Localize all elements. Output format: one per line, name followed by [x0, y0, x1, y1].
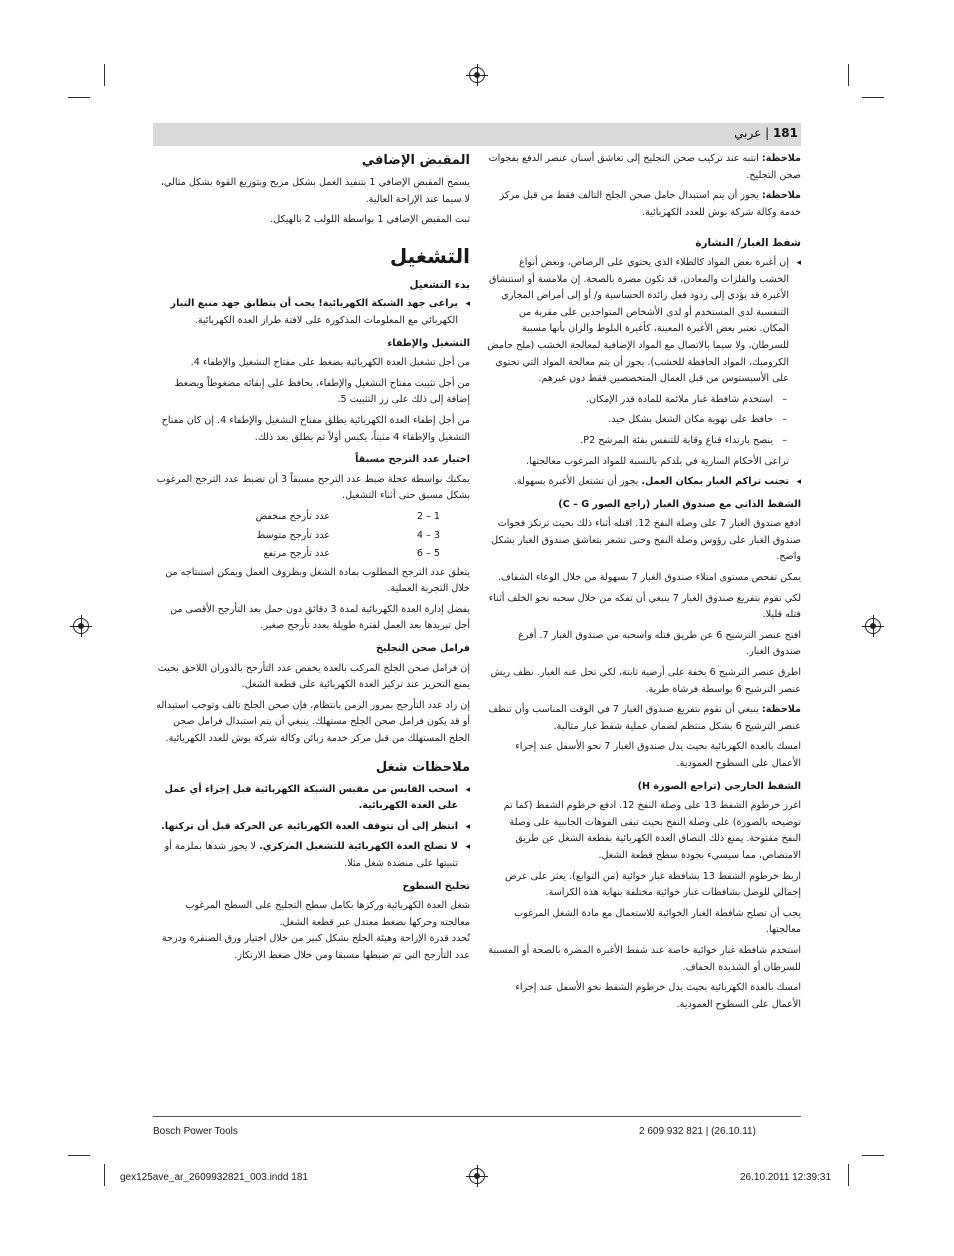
chapter-heading: التشغيل	[389, 243, 470, 268]
paragraph: تراعى الأحكام السارية في بلدكم بالنسبة للمواد المرغوب معالجتها.	[526, 455, 789, 467]
paragraph: من أجل تثبيت مفتاح التشغيل والإطفاء، يحافظ على إبقائه مضغوطاً ويضغط إضافة إلى ذلك على زر التثبيت 5.	[174, 377, 470, 406]
left-column	[153, 151, 470, 969]
crop-mark	[862, 1155, 884, 1156]
paragraph: ادفع صندوق الغبار 7 على وصلة النفخ 12. اقتله أثناء ذلك بحيث ترتكز فجوات صندوق الغبار على رؤوس وصلة النفخ وحتى تشعر بتعاشق صندوق الغبار بشكل واضح.	[491, 518, 801, 563]
section-heading: الشفط الذاتي مع صندوق الغبار (راجع الصور C – G)	[558, 498, 801, 510]
crop-mark	[68, 97, 90, 98]
paragraph: افتح عنصر الترشيح 6 عن طريق فتله واسحبه من صندوق الغبار 7. أفرغ صندوق الغبار.	[518, 629, 801, 658]
crop-mark	[104, 64, 105, 86]
paragraph: تُحدد قدرة الإزاحة وهيئة الجلخ بشكل كبير من خلال اختيار ورق الصنفرة ودرجة عدد التأرجح التي تم ضبطها مسبقا ومن خلال ضغط الارتكاز.	[161, 933, 470, 961]
paragraph: يجب أن تصلح شافطة الغبار الخوائية للاستعمال مع مادة الشغل المرغوب معالجتها.	[514, 907, 801, 936]
section-heading: بدء التشغيل	[409, 278, 470, 291]
paragraph: يمكنك بواسطة عجلة ضبط عدد الترجح مسبقاً 3 أن تضبط عدد الترجح المرغوب بشكل مسبق حتى أثناء التشغيل.	[156, 473, 470, 502]
crop-mark	[848, 1164, 849, 1186]
paragraph: يمكن تفحص مستوى امتلاء صندوق الغبار 7 بسهولة من خلال الوعاء الشفاف.	[497, 572, 801, 584]
bullet-item: ◂ اسحب القابس من مقبس الشبكة الكهربائية قبل إجراء أي عمل على العدة الكهربائية.	[153, 782, 470, 815]
speed-row: 1 – 2 عدد تأرجح منخفض	[255, 510, 440, 522]
note-paragraph: ملاحظة: ينبغي أن تقوم بتفريغ صندوق الغبار 7 في الوقت المناسب وأن تنظف عنصر الترشيح 6 بشكل منتظم لضمان عملية شفط غبار مثالية.	[488, 704, 801, 732]
language-label: عربي	[734, 126, 762, 140]
paragraph: إن زاد عدد التأرجح بمرور الزمن بانتظام، فإن صحن الجلخ تالف وتوجب استبداله أو قد يكون فرامل صحن الجلخ مستهلك. ينبغي أن يتم استبدال فرامل صحن الجلخ المستهلك من قبل مركز خدمة زبائن وكالة شركة بوش للعدد الكهربائية.	[156, 699, 470, 745]
paragraph: يفضل إدارة العدة الكهربائية لمدة 3 دقائق دون حمل بعد التأرجح الأقصى من أجل تبريدها بعد العمل لفترة طويلة بعدد تأرجح صغير.	[170, 603, 470, 632]
section-heading: اختيار عدد الترجح مسبقاً	[355, 454, 470, 466]
paragraph: امسك بالعدة الكهربائية بحيث يدل صندوق الغبار 7 نحو الأسفل عند إجراء الأعمال على السطوح العمودية.	[515, 741, 801, 769]
paragraph: إن فرامل صحن الجلخ المركب بالعدة يخفض عدد التأرجح بالدوران اللاحق بحيث يمنع التحزيز عند تركيز العدة الكهربائية على قطعة الشغل.	[157, 662, 470, 691]
paragraph: استخدم شافطة غبار خوائية خاصة عند شفط الأغبرة المضرة بالصحة أو المسببة للسرطان أو الشديدة الجفاف.	[488, 944, 801, 973]
page-header-band	[153, 123, 801, 146]
page-number: 181	[772, 126, 798, 140]
section-heading: ملاحظات شغل	[375, 759, 470, 775]
section-heading: شفط الغبار/ النشارة	[695, 237, 801, 250]
registration-mark-icon	[73, 618, 89, 634]
dash-item: – ينصح بارتداء قناع وقاية للتنفس بفئة المرشح P2.	[487, 433, 801, 450]
crop-mark	[68, 1155, 90, 1156]
paragraph: من أجل إطفاء العدة الكهربائية يطلق مفتاح التشغيل والإطفاء 4. إن كان مفتاح التشغيل والإطفاء 4 مثبتاً، يكبس أولاً ثم يطلق بعد ذلك.	[161, 414, 470, 443]
paragraph: اغرز خرطوم الشفط 13 على وصلة النفخ 12. ادفع خرطوم الشفط (كما تم توضيحه بالصورة) على وصلة النفخ بحيث تبقى الفوهات الجانبية على وصلة النفخ مفتوحة. يمنع ذلك التصاق العدة الكهربائية بقطعة الشغل عن طريق الامتصاص، مما سيسيء بجودة سطح قطعة الشغل.	[503, 800, 801, 861]
section-heading: المقبض الإضافي	[361, 153, 470, 168]
bullet-item: ◂ انتظر إلى أن تتوقف العدة الكهربائية عن الحركة قبل أن تركنها.	[153, 819, 470, 836]
dash-item: – استخدم شافطة غبار ملائمة للمادة قدر الإمكان.	[487, 392, 801, 409]
footer-rule	[153, 1116, 801, 1117]
speed-row: 3 – 4 عدد تأرجح متوسط	[256, 529, 440, 541]
right-column	[487, 151, 801, 1017]
crop-mark	[862, 97, 884, 98]
registration-mark-icon	[865, 618, 881, 634]
slug-filename: gex125ave_ar_2609932821_003.indd 181	[120, 1172, 308, 1183]
paragraph: اربط خرطوم الشفط 13 بشافطة غبار خوائية (من التوابع). يعثر على عرض إجمالي للوصل بشافطات غبار خوائية مختلفة بنهاية هذه الكراسة.	[504, 870, 801, 899]
section-heading: تجليخ السطوح	[402, 880, 470, 892]
slug-timestamp: 26.10.2011 12:39:31	[740, 1172, 832, 1183]
footer-document-number: 2 609 932 821 | (26.10.11)	[639, 1126, 756, 1137]
page-header	[734, 126, 798, 140]
footer-brand: Bosch Power Tools	[153, 1126, 238, 1137]
paragraph: يسمح المقبض الإضافي 1 بتنفيذ العمل بشكل مريح وبتوزيع القوة بشكل مثالي، لا سيما عند الإزاحة العالية.	[160, 177, 470, 205]
registration-mark-icon	[469, 67, 485, 83]
crop-mark	[848, 64, 849, 86]
header-separator: |	[761, 126, 773, 140]
paragraph: ثبت المقبض الإضافي 1 بواسطة اللولب 2 بالهيكل.	[270, 214, 470, 226]
bullet-item: ◂ يراعى جهد الشبكة الكهربائية! يجب أن يتطابق جهد منبع التيار الكهربائي مع المعلومات المذكورة على لافتة طراز العدة الكهربائية.	[153, 296, 470, 329]
paragraph: يتعلق عدد الترجح المطلوب بمادة الشغل وبظروف العمل ويمكن استنتاجه من خلال التجربة العملية.	[165, 566, 470, 595]
dash-item: – حافظ على تهوية مكان الشغل بشكل جيد.	[487, 412, 801, 429]
section-heading: الشفط الخارجي (تراجع الصورة H)	[637, 780, 801, 792]
bullet-item: ◂ لا تصلح العدة الكهربائية للتشغيل المركزي. لا يجوز شدها بملزمة أو تثبيتها على منضدة شغل مثلا.	[153, 839, 470, 872]
note-paragraph: ملاحظة: انتبه عند تركيب صحن التجليخ إلى تعاشق أسنان عنصر الدفع بفجوات صحن التجليخ.	[488, 153, 801, 181]
bullet-item: ◂ إن أغبرة بعض المواد كالطلاء الذي يحتوي على الرصاص، وبعض أنواع الخشب والفلزات والمعادن، قد تكون مضرة بالصحة. إن ملامسة أو استنشاق الأغبرة قد يؤدي إلى ردود فعل زائدة الحساسية و/ أو إلى أمراض المجاري التنفسية لدى المستخدم أو لدى الأشخاص المتواجدين على مقربة من المكان. تعتبر بعض الأغبرة المعينة، كأغبرة البلوط والزان بأنها مسببة للسرطان، ولا سيما بالاتصال مع المواد الإضافية لمعالجة الخشب (ملح حامض الكروميك، المواد الحافظة للخشب). يجوز أن يتم معالجة المواد التي تحتوي على الأسبستوس من قبل العمال المتخصصين فقط دون غيرهم.	[487, 255, 801, 388]
paragraph: من أجل تشغيل العدة الكهربائية يضغط على مفتاح التشغيل والإطفاء 4.	[190, 357, 470, 369]
paragraph: اطرق عنصر الترشيح 6 بخفة على أرضية ثابتة، لكي تحل عنه الغبار. نظف ريش عنصر الترشيح 6 بواسطة فرشاة طرية.	[490, 667, 801, 695]
note-paragraph: ملاحظة: يجوز أن يتم استبدال حامل صحن الجلخ التالف فقط من قبل مركز خدمة وكالة شركة بوش للعدد الكهربائية.	[499, 190, 801, 218]
section-heading: التشغيل والإطفاء	[387, 337, 470, 349]
crop-mark	[104, 1164, 105, 1186]
paragraph: امسك بالعدة الكهربائية بحيث يدل خرطوم الشفط نحو الأسفل عند إجراء الأعمال على السطوح العمودية.	[515, 982, 801, 1010]
bullet-item: ◂ تجنب تراكم الغبار بمكان العمل. يجوز أن تشتعل الأغبرة بسهولة.	[487, 474, 801, 491]
paragraph: شغل العدة الكهربائية وركزها بكامل سطح التجليخ على السطح المرغوب معالجته وحركها بضغط معتدل عبر قطعة الشغل.	[185, 900, 470, 928]
section-heading: فرامل صحن التجليخ	[375, 643, 470, 655]
speed-row: 5 – 6 عدد تأرجح مرتفع	[263, 548, 440, 560]
paragraph: لكي تقوم بتفريغ صندوق الغبار 7 ينبغي أن تفكه من خلال سحبه نحو الخلف أثناء فتله قليلا.	[488, 592, 801, 621]
registration-mark-icon	[469, 1168, 485, 1184]
